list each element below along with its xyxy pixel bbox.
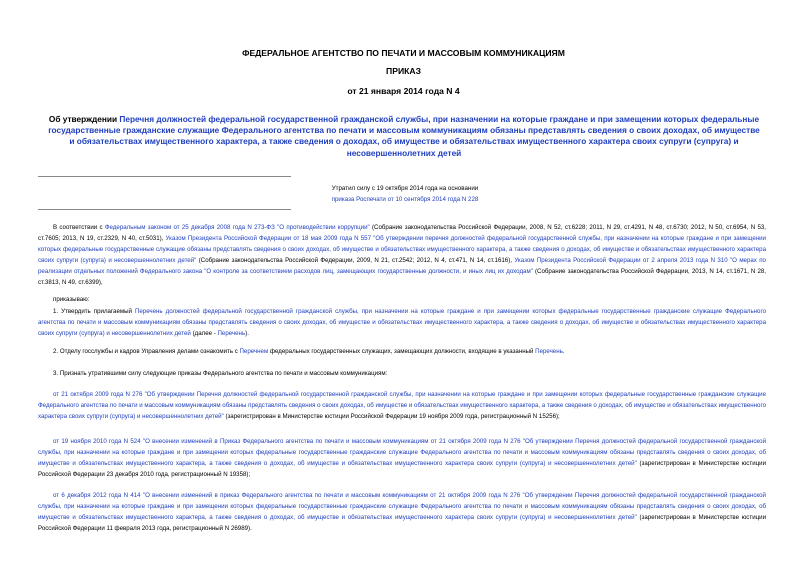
- item-1-text-1: 1. Утвердить прилагаемый: [53, 308, 135, 315]
- repeal-note-text: Утратил силу с 19 октября 2014 года на основании: [331, 185, 479, 192]
- agency-heading: ФЕДЕРАЛЬНОЕ АГЕНТСТВО ПО ПЕЧАТИ И МАССОВЫМ КОММУНИКАЦИЯМ: [242, 48, 565, 58]
- doc-date-number: от 21 января 2014 года N 4: [347, 86, 460, 96]
- link-list-inst[interactable]: Перечнем: [239, 348, 269, 355]
- revoked-order-1-text: (зарегистрирован в Министерстве юстиции Российской Федерации 19 ноября 2009 года, регистрационный N 15256);: [223, 413, 560, 420]
- preamble-text-3: (Собрание законодательства Российской Федерации, 2009, N 21, ст.2542; 2012, N 4, ст.471, N 14, ст.1616),: [196, 257, 515, 264]
- orders-word: приказываю:: [53, 296, 90, 303]
- revoked-order-3-text: (зарегистрирован в Министерстве юстиции Российской Федерации 11 февраля 2013 года, регистрационный N 26989).: [38, 514, 766, 532]
- link-decree-557[interactable]: Указом Президента Российской Федерации от 18 мая 2009 года N 557 "Об утверждении перечня должностей федеральной государственной службы, при назначении на которые граждане и при замещении которых федеральные государственные служащие обязаны представлять сведения о своих доходах, об имуществе и обязательствах имущественного характера, а также сведения о доходах, об имуществе и обязательствах имущественного характера своих супруги (супруга) и несовершеннолетних детей": [38, 235, 766, 264]
- revoked-order-2: [38, 436, 766, 480]
- separator-bottom: [38, 209, 291, 210]
- link-list-acc[interactable]: Перечень: [535, 348, 563, 355]
- item-1-text-2: (далее -: [190, 330, 218, 337]
- revoked-order-1: [38, 389, 766, 422]
- item-2-text-2: федеральных государственных служащих, замещающих должности, входящие в указанный: [268, 348, 536, 355]
- link-federal-law-273[interactable]: Федеральным законом от 25 декабря 2008 года N 273-ФЗ "О противодействии коррупции": [104, 224, 370, 231]
- revoked-order-2-text: (зарегистрирован в Министерстве юстиции Российской Федерации 23 декабря 2010 года, регистрационный N 19358);: [38, 460, 766, 478]
- doc-type-heading: ПРИКАЗ: [386, 66, 421, 76]
- preamble-text-4: (Собрание законодательства Российской Федерации, 2013, N 14, ст.1671, N 28, ст.3813, N 49, ст.6399),: [38, 268, 767, 286]
- item-2-text-3: .: [562, 348, 565, 355]
- item-2-text-1: 2. Отделу госслужбы и кадров Управления делами ознакомить с: [53, 348, 240, 355]
- title-link[interactable]: Перечня должностей федеральной государственной гражданской службы, при назначении на которые граждане и при замещении которых федеральные государственные гражданские служащие Федерального агентства по печати и массовым коммуникациям обязаны представлять сведения о своих доходах, об имуществе и обязательствах имущественного характера, а также сведения о доходах, об имуществе и обязательствах имущественного характера своих супруги (супруга) и несовершеннолетних детей: [48, 114, 760, 158]
- preamble-paragraph: [38, 222, 766, 288]
- item-3-paragraph: 3. Признать утратившими силу следующие приказы Федерального агентства по печати и массовым коммуникациям:: [53, 370, 388, 377]
- repeal-note-link[interactable]: приказа Роспечати от 10 сентября 2014 года N 228: [331, 196, 479, 203]
- link-list-short[interactable]: Перечень: [217, 330, 246, 337]
- title-prefix: Об утверждении: [48, 114, 120, 124]
- preamble-text-2: (Собрание законодательства Российской Федерации, 2008, N 52, ст.6228; 2011, N 29, ст.4291, N 48, ст.6730; 2012, N 50, ст.6954, N 53, ст.7605; 2013, N 19, ст.2329, N 40, ст.5031),: [38, 224, 766, 242]
- preamble-text-1: В соответствии с: [53, 224, 105, 231]
- repeal-note: [290, 183, 520, 205]
- item-1-text-3: ).: [245, 330, 249, 337]
- separator-top: [38, 176, 291, 177]
- document-title: [48, 114, 760, 159]
- revoked-order-3: [38, 490, 766, 534]
- link-order-414[interactable]: от 6 декабря 2012 года N 414 "О внесении изменений в приказ Федерального агентства по печати и массовым коммуникациям от 21 октября 2009 года N 276 "Об утверждении Перечня должностей федеральной государственной гражданской службы, при назначении на которые граждане и при замещении которых федеральные государственные гражданские служащие Федерального агентства по печати и массовым коммуникациям обязаны представлять сведения о своих доходах, об имуществе и обязательствах имущественного характера, а также сведения о доходах, об имуществе и обязательствах имущественного характера своих супруги (супруга) и несовершеннолетних детей": [38, 492, 766, 521]
- link-order-276[interactable]: от 21 октября 2009 года N 276 "Об утверждении Перечня должностей федеральной государственной гражданской службы, при назначении на которые граждане и при замещении которых федеральные государственные гражданские служащие Федерального агентства по печати и массовым коммуникациям обязаны представлять сведения о своих доходах, об имуществе и обязательствах имущественного характера, а также сведения о доходах, об имуществе и обязательствах имущественного характера своих супруги (супруга) и несовершеннолетних детей": [38, 391, 766, 420]
- link-order-524[interactable]: от 19 ноября 2010 года N 524 "О внесении изменений в Приказ Федерального агентства по печати и массовым коммуникациям от 21 октября 2009 года N 276 "Об утверждении Перечня должностей федеральной государственной гражданской службы, при назначении на которые граждане и при замещении которых федеральные государственные гражданские служащие Федерального агентства по печати и массовым коммуникациям обязаны представлять сведения о своих доходах, об имуществе и обязательствах имущественного характера, а также сведения о доходах, об имуществе и обязательствах имущественного характера своих супруги (супруга) и несовершеннолетних детей": [38, 438, 766, 467]
- item-2-paragraph: [38, 346, 766, 357]
- link-decree-310[interactable]: Указом Президента Российской Федерации от 2 апреля 2013 года N 310 "О мерах по реализации отдельных положений Федерального закона "О контроле за соответствием расходов лиц, замещающих государственные должности, и иных лиц их доходам": [38, 257, 766, 275]
- link-list-of-positions[interactable]: Перечень должностей федеральной государственной гражданской службы, при назначении на которые граждане и при замещении которых федеральные государственные гражданские служащие Федерального агентства по печати и массовым коммуникациям обязаны представлять сведения о своих доходах, об имуществе и обязательствах имущественного характера, а также сведения о доходах, об имуществе и обязательствах имущественного характера своих супруги (супруга) и несовершеннолетних детей: [38, 308, 766, 337]
- item-1-paragraph: [38, 306, 766, 339]
